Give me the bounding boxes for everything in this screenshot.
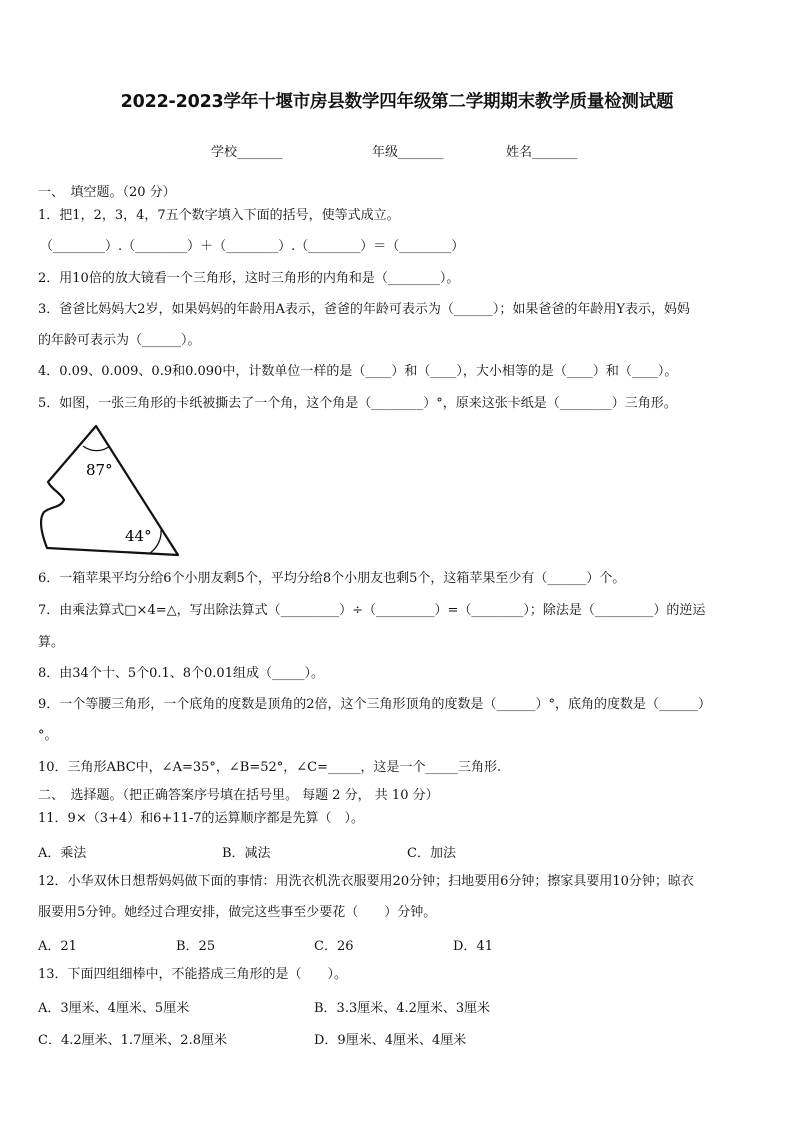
angle-label-top: 87° [86,461,113,479]
page-title: 2022-2023学年十堰市房县数学四年级第二学期期末教学质量检测试题 [120,92,674,112]
question-9-line-2: °。 [38,728,58,743]
question-9-line-1: 9．一个等腰三角形，一个底角的度数是顶角的2倍，这个三角形顶角的度数是（______）°，底角的度数是（______） [38,697,712,712]
question-1-expression: （________）.（________）＋（________）.（________）＝（________） [40,239,465,254]
question-5: 5．如图，一张三角形的卡纸被撕去了一个角，这个角是（________）°，原来这张卡纸是（________）三角形。 [38,396,677,411]
q11-option-b[interactable]: B．减法 [222,846,271,861]
question-7-line-2: 算。 [38,635,65,650]
question-2: 2．用10倍的放大镜看一个三角形，这时三角形的内角和是（________）。 [38,271,460,286]
question-3-line-1: 3．爸爸比妈妈大2岁，如果妈妈的年龄用A表示，爸爸的年龄可表示为（______）；如果爸爸的年龄用Y表示，妈妈 [38,302,691,317]
q12-option-a[interactable]: A．21 [38,939,77,954]
question-1: 1．把1，2，3，4，7五个数字填入下面的括号，使等式成立。 [38,208,400,223]
q11-option-a[interactable]: A．乘法 [38,846,87,861]
torn-triangle-figure [38,420,188,560]
q11-option-c[interactable]: C．加法 [407,846,456,861]
q13-option-d[interactable]: D．9厘米、4厘米、4厘米 [314,1033,467,1048]
question-6: 6．一箱苹果平均分给6个小朋友剩5个，平均分给8个小朋友也剩5个，这箱苹果至少有（______）个。 [38,571,626,586]
q12-option-d[interactable]: D．41 [453,939,493,954]
section-2-heading: 二、 选择题。（把正确答案序号填在括号里。 每题 2 分， 共 10 分） [38,788,439,803]
question-13: 13．下面四组细棒中，不能搭成三角形的是（ ）。 [38,967,348,982]
question-12-line-2: 服要用5分钟。她经过合理安排，做完这些事至少要花（ ）分钟。 [38,905,437,920]
grade-field[interactable]: 年级_______ [372,145,444,160]
name-field[interactable]: 姓名_______ [506,145,578,160]
question-3-line-2: 的年龄可表示为（______）。 [38,333,201,348]
question-11: 11．9×（3+4）和6+11-7的运算顺序都是先算（ ）。 [38,811,365,826]
section-1-heading: 一、 填空题。（20 分） [38,185,176,200]
angle-label-bottom: 44° [125,527,152,545]
school-field[interactable]: 学校_______ [211,145,283,160]
question-10: 10．三角形ABC中，∠A=35°，∠B=52°，∠C=_____，这是一个_____三角形. [38,760,502,775]
q13-option-a[interactable]: A．3厘米、4厘米、5厘米 [38,1001,190,1016]
q13-option-c[interactable]: C．4.2厘米、1.7厘米、2.8厘米 [38,1033,227,1048]
top-angle-arc [83,446,110,451]
q12-option-b[interactable]: B．25 [176,939,216,954]
triangle-outline [41,426,178,555]
question-7-line-1: 7．由乘法算式□×4=△，写出除法算式（_________）÷（_________）=（________）；除法是（_________）的逆运 [38,603,706,618]
q13-option-b[interactable]: B．3.3厘米、4.2厘米、3厘米 [314,1001,491,1016]
question-8: 8．由34个十、5个0.1、8个0.01组成（_____）。 [38,666,324,681]
bottom-angle-arc [150,530,161,553]
q12-option-c[interactable]: C．26 [314,939,354,954]
question-12-line-1: 12．小华双休日想帮妈妈做下面的事情：用洗衣机洗衣服要用20分钟；扫地要用6分钟；擦家具要用10分钟；晾衣 [38,874,694,889]
question-4: 4．0.09、0.009、0.9和0.090中，计数单位一样的是（____）和（____），大小相等的是（____）和（____）。 [38,364,678,379]
